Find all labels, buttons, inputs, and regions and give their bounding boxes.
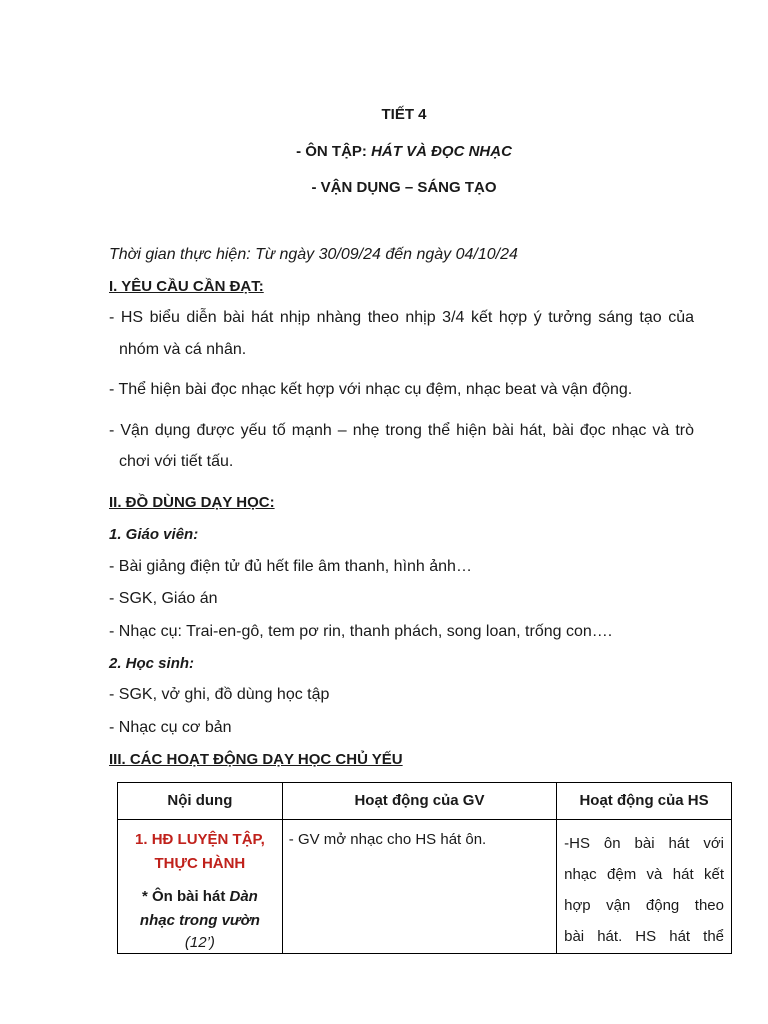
section3-heading: III. CÁC HOẠT ĐỘNG DẠY HỌC CHỦ YẾU <box>109 751 403 768</box>
activities-table <box>117 782 732 954</box>
student-activity-line-2: nhạc đệm và hát kết <box>564 866 724 883</box>
song-name-part1: Dàn <box>229 888 258 905</box>
lesson-subtitle-review-prefix: - ÔN TẬP: <box>296 143 372 160</box>
section1-item3-line1: - Vận dụng được yếu tố mạnh – nhẹ trong thể hiện bài hát, bài đọc nhạc và trò <box>109 422 694 439</box>
header-content: Nội dung <box>118 783 283 820</box>
schedule-text: Thời gian thực hiện: Từ ngày 30/09/24 đến ngày 04/10/24 <box>109 246 518 263</box>
teacher-item-1: - Bài giảng điện tử đủ hết file âm thanh, hình ảnh… <box>109 558 472 575</box>
student-activity-line-4: bài hát. HS hát thể <box>564 928 724 945</box>
section1-item1-line1: - HS biểu diễn bài hát nhịp nhàng theo nhịp 3/4 kết hợp ý tưởng sáng tạo của <box>109 309 694 326</box>
header-student-activity: Hoạt động của HS <box>557 783 732 820</box>
row1-teacher-cell <box>282 820 556 954</box>
song-review <box>124 885 276 933</box>
section1-item3-line2: chơi với tiết tấu. <box>119 453 234 470</box>
student-activity-line-3: hợp vận động theo <box>564 897 724 914</box>
section1-heading: I. YÊU CẦU CẦN ĐẠT: <box>109 278 264 295</box>
student-item-1: - SGK, vở ghi, đồ dùng học tập <box>109 686 330 703</box>
activity-title-line1: 1. HĐ LUYỆN TẬP, <box>135 831 265 848</box>
student-heading: 2. Học sinh: <box>109 655 195 672</box>
teacher-activity-text: - GV mở nhạc cho HS hát ôn. <box>288 831 487 848</box>
lesson-subtitle-apply: - VẬN DỤNG – SÁNG TẠO <box>311 179 497 196</box>
lesson-title: TIẾT 4 <box>381 106 427 123</box>
teacher-item-2: - SGK, Giáo án <box>109 590 218 607</box>
section1-item1-line2: nhóm và cá nhân. <box>119 341 247 358</box>
row1-content-cell <box>118 820 283 954</box>
row1-student-cell <box>557 820 732 954</box>
student-activity-line-1: -HS ôn bài hát với <box>564 835 724 852</box>
activity-title-line2: THỰC HÀNH <box>154 855 246 872</box>
header-teacher-activity: Hoạt động của GV <box>282 783 556 820</box>
section2-heading: II. ĐỒ DÙNG DẠY HỌC: <box>109 494 275 511</box>
student-activity-text <box>557 820 731 952</box>
lesson-subtitle-review <box>0 143 768 160</box>
song-duration: (12’) <box>184 934 215 951</box>
section1-item2: - Thể hiện bài đọc nhạc kết hợp với nhạc cụ đệm, nhạc beat và vận động. <box>109 381 633 398</box>
teacher-item-3: - Nhạc cụ: Trai-en-gô, tem pơ rin, thanh phách, song loan, trống con…. <box>109 623 613 640</box>
student-item-2: - Nhạc cụ cơ bản <box>109 719 232 736</box>
song-name-part2: nhạc trong vườn <box>139 912 260 929</box>
teacher-heading: 1. Giáo viên: <box>109 526 199 543</box>
table-row <box>118 820 732 954</box>
table-header-row <box>118 783 732 820</box>
song-prefix: * Ôn bài hát <box>141 888 230 905</box>
lesson-subtitle-review-topic: HÁT VÀ ĐỌC NHẠC <box>371 143 512 160</box>
